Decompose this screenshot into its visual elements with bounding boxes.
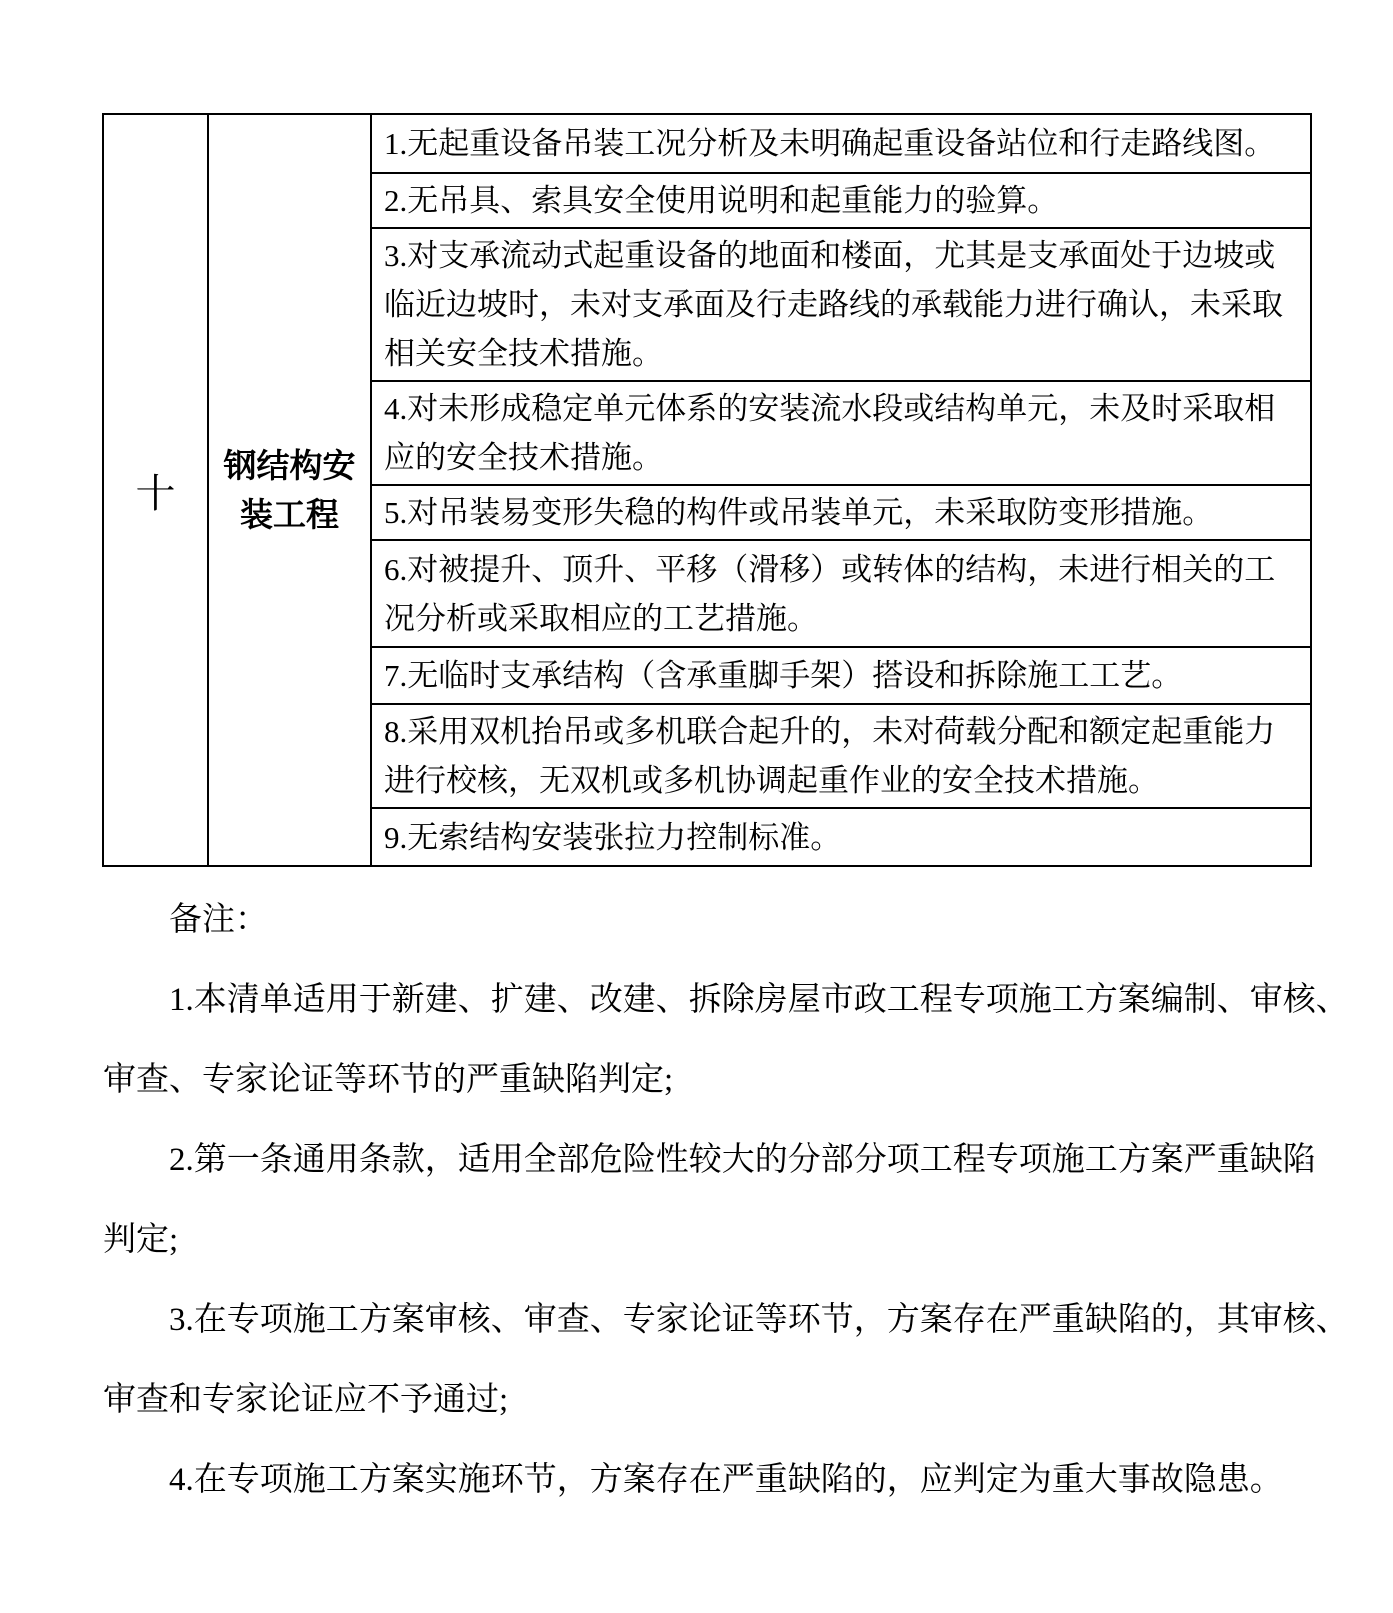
note-1-line-1: 1.本清单适用于新建、扩建、改建、拆除房屋市政工程专项施工方案编制、审核、: [169, 982, 1349, 1018]
defect-item-1: 1.无起重设备吊装工况分析及未明确起重设备站位和行走路线图。: [371, 114, 1311, 173]
defect-item-3: 3.对支承流动式起重设备的地面和楼面，尤其是支承面处于边坡或临近边坡时，未对支承面及行走路线的承载能力进行确认，未采取相关安全技术措施。: [371, 228, 1311, 381]
defect-item-5: 5.对吊装易变形失稳的构件或吊装单元，未采取防变形措施。: [371, 485, 1311, 540]
defect-item-4: 4.对未形成稳定单元体系的安装流水段或结构单元，未及时采取相应的安全技术措施。: [371, 381, 1311, 485]
row-number-cell: 十: [103, 114, 208, 866]
defect-table: [102, 113, 1312, 867]
note-2-line-2: 判定;: [103, 1222, 179, 1258]
note-3-line-1: 3.在专项施工方案审核、审查、专家论证等环节，方案存在严重缺陷的，其审核、: [169, 1302, 1349, 1338]
category-cell: 钢结构安装工程: [208, 114, 371, 866]
notes-title: 备注：: [169, 902, 268, 938]
notes-section: [103, 880, 1349, 1520]
table-row: [103, 114, 1311, 173]
defect-item-9: 9.无索结构安装张拉力控制标准。: [371, 808, 1311, 866]
defect-item-2: 2.无吊具、索具安全使用说明和起重能力的验算。: [371, 173, 1311, 228]
note-1-line-2: 审查、专家论证等环节的严重缺陷判定;: [103, 1062, 674, 1098]
note-3-line-2: 审查和专家论证应不予通过;: [103, 1382, 509, 1418]
defect-item-7: 7.无临时支承结构（含承重脚手架）搭设和拆除施工工艺。: [371, 647, 1311, 704]
note-4-line-1: 4.在专项施工方案实施环节，方案存在严重缺陷的，应判定为重大事故隐患。: [169, 1462, 1283, 1498]
note-2-line-1: 2.第一条通用条款，适用全部危险性较大的分部分项工程专项施工方案严重缺陷: [169, 1142, 1316, 1178]
defect-item-6: 6.对被提升、顶升、平移（滑移）或转体的结构，未进行相关的工况分析或采取相应的工艺措施。: [371, 540, 1311, 647]
defect-item-8: 8.采用双机抬吊或多机联合起升的，未对荷载分配和额定起重能力进行校核，无双机或多机协调起重作业的安全技术措施。: [371, 704, 1311, 808]
